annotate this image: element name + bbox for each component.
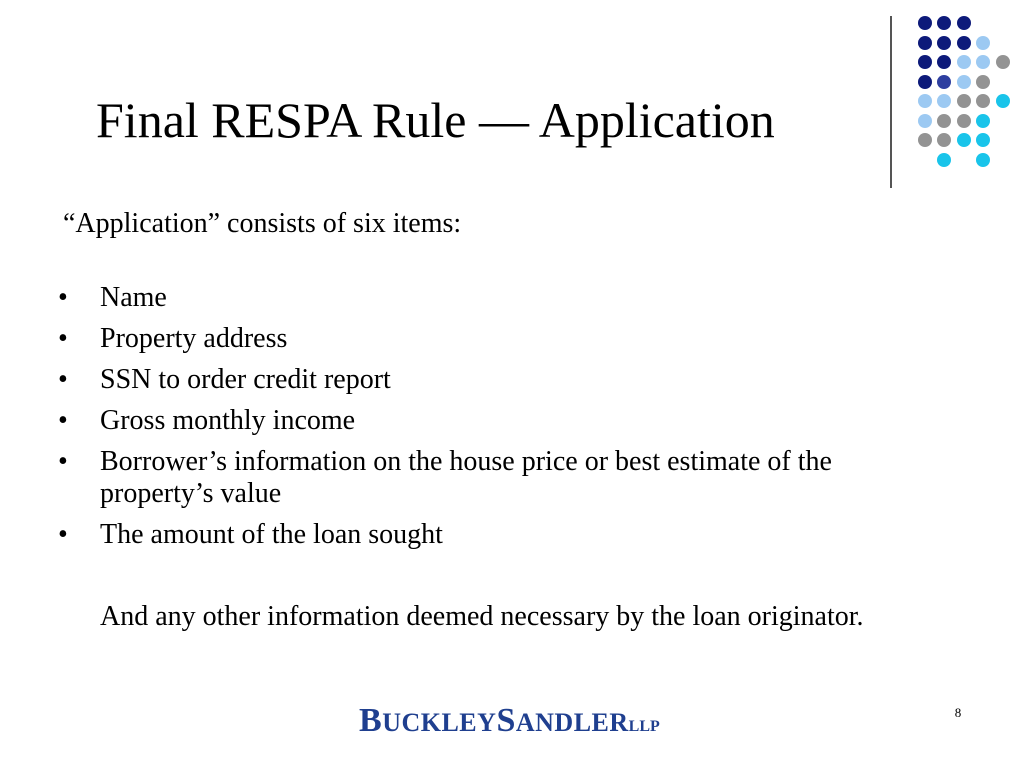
bullet-item-loan-amount <box>58 519 938 551</box>
decorative-dot <box>918 16 932 30</box>
bullet-item-ssn <box>58 364 938 396</box>
bullet-text: Gross monthly income <box>100 405 356 436</box>
bullet-marker: • <box>58 364 68 395</box>
closing-text: And any other information deemed necessary by the loan originator. <box>100 601 864 632</box>
bullet-marker: • <box>58 446 68 477</box>
bullet-text: SSN to order credit report <box>100 364 391 395</box>
logo-suffix: LLP <box>628 718 660 735</box>
decorative-dot <box>996 94 1010 108</box>
decorative-dot <box>976 36 990 50</box>
bullet-marker: • <box>58 405 68 436</box>
decorative-dot <box>937 36 951 50</box>
decorative-dot <box>937 114 951 128</box>
decorative-dot <box>957 55 971 69</box>
decorative-dot <box>918 55 932 69</box>
bullet-item-house-price <box>58 446 938 510</box>
decorative-dot <box>957 94 971 108</box>
decorative-dot <box>957 36 971 50</box>
decorative-dot <box>918 114 932 128</box>
bullet-item-income <box>58 405 938 437</box>
logo-b-rest: UCKLEY <box>382 708 497 737</box>
decorative-dot <box>918 36 932 50</box>
decorative-dot <box>976 75 990 89</box>
decorative-dot <box>918 94 932 108</box>
slide-title: Final RESPA Rule — Application <box>96 92 775 148</box>
bullet-marker: • <box>58 323 68 354</box>
decorative-dot <box>937 133 951 147</box>
bullet-item-name <box>58 282 938 314</box>
logo-b-cap: B <box>359 702 383 739</box>
bullet-text: Property address <box>100 323 288 354</box>
decorative-dot <box>957 114 971 128</box>
decorative-dot <box>976 114 990 128</box>
company-logo <box>359 703 660 745</box>
decorative-dot <box>918 133 932 147</box>
bullet-marker: • <box>58 519 68 550</box>
decorative-dot <box>937 75 951 89</box>
bullet-text: The amount of the loan sought <box>100 519 443 550</box>
logo-s-rest: ANDLER <box>515 708 629 737</box>
decorative-dot <box>957 75 971 89</box>
bullet-list <box>58 282 938 560</box>
title-divider <box>890 16 892 188</box>
decorative-dot <box>937 153 951 167</box>
logo-s-cap: S <box>496 702 516 739</box>
decorative-dot <box>937 16 951 30</box>
decorative-dot <box>996 55 1010 69</box>
decorative-dot <box>957 133 971 147</box>
decorative-dot <box>937 94 951 108</box>
decorative-dot <box>976 55 990 69</box>
bullet-text: Borrower’s information on the house price or best estimate of the property’s value <box>100 446 832 509</box>
decorative-dot <box>937 55 951 69</box>
bullet-item-property-address <box>58 323 938 355</box>
bullet-text: Name <box>100 282 167 313</box>
intro-text: “Application” consists of six items: <box>63 208 462 239</box>
decorative-dot <box>976 153 990 167</box>
page-number: 8 <box>954 705 962 720</box>
decorative-dot <box>976 94 990 108</box>
decorative-dot <box>918 75 932 89</box>
decorative-dot <box>957 16 971 30</box>
decorative-dot <box>976 133 990 147</box>
bullet-marker: • <box>58 282 68 313</box>
